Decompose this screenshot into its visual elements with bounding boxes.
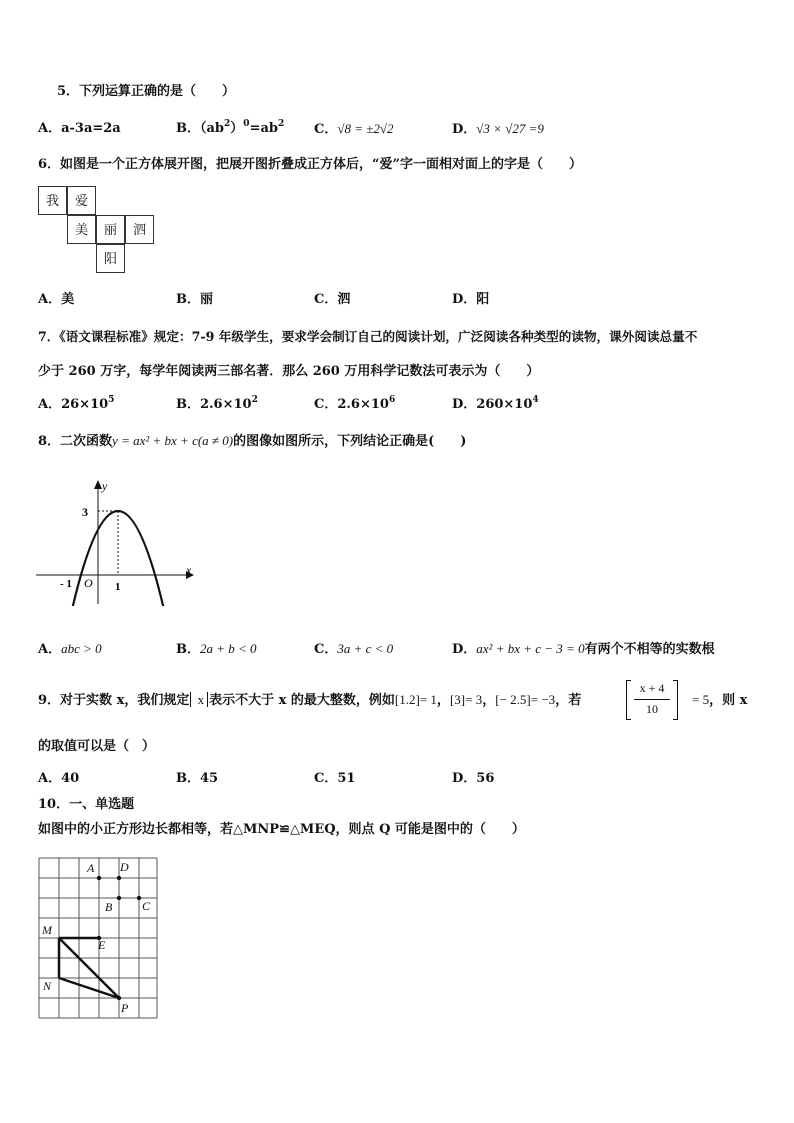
fraction-numerator: x + 4 [639, 681, 665, 695]
label-d: D [120, 860, 129, 874]
q10-stem: 如图中的小正方形边长都相等，若△MNP≌△MEQ，则点 Q 可能是图中的（ ） [38, 822, 525, 837]
q7-option-d: D．$260\times 10^4$ [452, 395, 539, 412]
tick-label-minus-1: - 1 [60, 578, 72, 590]
q6-stem: 6．如图是一个正方体展开图，把展开图折叠成正方体后，“爱”字一面相对面上的字是（ ） [38, 157, 583, 172]
parabola-graph [34, 474, 200, 606]
q5-option-c: C．√8 = ±2√2 [314, 121, 394, 137]
cube-face-wo: 我 [38, 186, 67, 215]
tick-label-1: 1 [115, 581, 121, 593]
q9-option-b: B．45 [176, 771, 219, 786]
label-b: B [105, 900, 113, 914]
point-d [117, 876, 121, 880]
y-axis-label: y [102, 479, 108, 493]
q9-option-a: A．40 [38, 771, 80, 786]
q6-option-a: A．美 [38, 292, 75, 307]
q7-option-c: C．$2.6\times 10^6$ [314, 395, 396, 412]
cube-net-figure [38, 186, 162, 276]
point-p [117, 996, 121, 1000]
q6-option-c: C．泗 [314, 292, 351, 307]
point-b [117, 896, 121, 900]
y-axis-arrow [94, 480, 102, 489]
q9-stem-line2: 的取值可以是（ ） [38, 739, 156, 754]
q5-stem: 5．下列运算正确的是（ ） [57, 84, 236, 99]
label-n: N [43, 979, 52, 993]
label-a: A [87, 861, 95, 875]
q9-stem-line1: 9．对于实数 x，我们规定 x 表示不大于 x 的最大整数，例如[1.2]= 1，[3]= 3，[− 2.5]= −3，若 [38, 692, 582, 708]
cube-face-mei: 美 [67, 215, 96, 244]
tick-label-3: 3 [82, 505, 88, 519]
q6-option-b: B．丽 [176, 292, 213, 307]
q8-option-d: D．ax² + bx + c − 3 = 0有两个不相等的实数根 [452, 641, 715, 657]
point-c [137, 896, 141, 900]
q7-stem-line2: 少于 260 万字，每学年阅读两三部名著．那么 260 万用科学记数法可表示为（ ） [38, 364, 540, 379]
q5-option-d: D．√3 × √27 =9 [452, 121, 544, 137]
q10-title: 10．一、单选题 [38, 797, 135, 812]
label-m: M [42, 923, 52, 937]
label-c: C [142, 899, 151, 913]
q9-stem-tail: = 5，则 x [692, 692, 748, 708]
grid-figure [36, 856, 160, 1020]
cube-face-yang: 阳 [96, 244, 125, 273]
q7-stem-line1: 7．《语文课程标准》规定：7-9 年级学生，要求学会制订自己的阅读计划，广泛阅读各种类型的读物，课外阅读总量不 [38, 329, 698, 344]
q9-option-d: D．56 [452, 771, 495, 786]
fraction-denominator: 10 [646, 702, 658, 716]
q7-option-a: A．$26\times 10^5$ [38, 395, 115, 412]
cube-face-si: 泗 [125, 215, 154, 244]
label-p: P [121, 1001, 129, 1015]
origin-label: O [84, 576, 93, 590]
q9-fraction-bracket [626, 680, 690, 720]
q8-option-c: C．3a + c < 0 [314, 641, 394, 657]
q6-option-d: D．阳 [452, 292, 490, 307]
q9-option-c: C．51 [314, 771, 356, 786]
q5-option-b: B．$(ab^2)^0=ab^2$ [176, 119, 285, 136]
label-e: E [98, 938, 106, 952]
q5-option-a: A．a-3a=2a [38, 121, 121, 136]
cube-face-ai: 爱 [67, 186, 96, 215]
q8-option-a: A．abc > 0 [38, 641, 102, 657]
q8-option-b: B．2a + b < 0 [176, 641, 257, 657]
x-axis-label: x [186, 563, 192, 577]
cube-face-li: 丽 [96, 215, 125, 244]
point-a [97, 876, 101, 880]
q8-stem: 8．二次函数y = ax² + bx + c(a ≠ 0)的图像如图所示，下列结论正确是( ) [38, 433, 467, 449]
q7-option-b: B．$2.6\times 10^2$ [176, 395, 258, 412]
